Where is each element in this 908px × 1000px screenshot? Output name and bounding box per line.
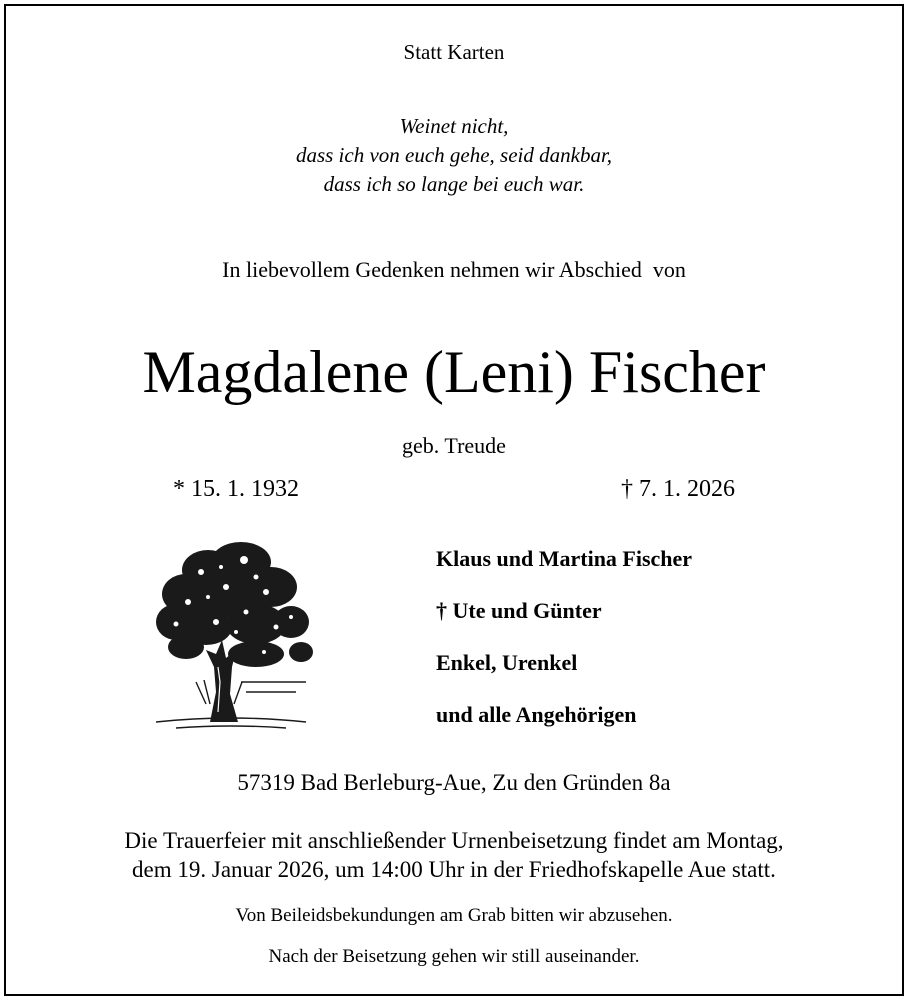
condolence-note: Von Beileidsbekundungen am Grab bitten wir abzusehen. — [235, 905, 673, 926]
poem-line: dass ich so lange bei euch war. — [323, 172, 585, 196]
ceremony-line: Die Trauerfeier mit anschließender Urnenbeisetzung findet am Montag, — [124, 828, 784, 853]
ceremony-info — [6, 826, 902, 884]
family-address: 57319 Bad Berleburg-Aue, Zu den Gründen 8a — [237, 770, 671, 795]
tree-icon — [146, 532, 316, 732]
poem — [6, 112, 902, 199]
intro-text: In liebevollem Gedenken nehmen wir Abschied von — [222, 257, 686, 282]
mourner-entry: und alle Angehörigen — [436, 702, 637, 727]
mourners-list — [436, 543, 692, 751]
obituary-notice — [4, 4, 904, 996]
ceremony-line: dem 19. Januar 2026, um 14:00 Uhr in der Friedhofskapelle Aue statt. — [132, 857, 776, 882]
maiden-name: geb. Treude — [402, 433, 506, 458]
poem-line: dass ich von euch gehe, seid dankbar, — [295, 143, 613, 167]
mourner-entry: Klaus und Martina Fischer — [436, 546, 693, 571]
mourner-entry: † Ute und Günter — [436, 598, 602, 623]
closing-note: Nach der Beisetzung gehen wir still auseinander. — [268, 946, 640, 967]
deceased-name: Magdalene (Leni) Fischer — [142, 339, 766, 405]
death-date: † 7. 1. 2026 — [621, 476, 735, 502]
notice-header: Statt Karten — [403, 40, 505, 64]
poem-line: Weinet nicht, — [399, 114, 509, 138]
birth-date: * 15. 1. 1932 — [173, 476, 299, 502]
mourner-entry: Enkel, Urenkel — [436, 650, 578, 675]
